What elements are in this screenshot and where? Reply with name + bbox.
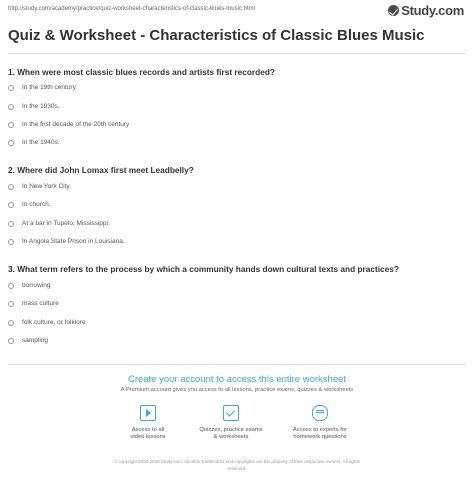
answer-option[interactable]	[8, 282, 51, 289]
radio-icon[interactable]	[8, 122, 14, 128]
feature-line: homework questions	[293, 434, 347, 441]
feature-line: & worksheets	[213, 434, 249, 441]
question-1: 1. When were most classic blues records and artists first recorded?	[8, 67, 275, 77]
answer-option[interactable]	[8, 183, 71, 190]
feature-quizzes	[186, 405, 276, 441]
radio-icon[interactable]	[8, 301, 14, 307]
create-account-link[interactable]: Create your account to access this entire worksheet	[127, 374, 347, 385]
play-icon	[140, 405, 156, 421]
answer-option[interactable]	[8, 103, 60, 110]
option-label: sampling	[22, 337, 49, 344]
answer-option[interactable]	[8, 319, 86, 326]
radio-icon[interactable]	[8, 221, 14, 227]
radio-icon[interactable]	[8, 104, 14, 110]
study-logo[interactable]	[388, 3, 464, 18]
option-label: In the 1940s.	[22, 139, 60, 146]
option-label: In church.	[22, 201, 51, 208]
feature-line: video lessons	[130, 434, 166, 441]
radio-icon[interactable]	[8, 283, 14, 289]
answer-option[interactable]	[8, 84, 76, 91]
radio-icon[interactable]	[8, 85, 14, 91]
option-label: In the 1930s.	[22, 103, 60, 110]
question-3: 3. What term refers to the process by which a community hands down cultural texts and practices?	[8, 264, 399, 274]
radio-icon[interactable]	[8, 184, 14, 190]
option-label: At a bar in Tupelo, Mississippi.	[22, 220, 110, 227]
page-url: http://study.com/academy/practice/quiz-worksheet-characteristics-of-classic-blues-music.html	[8, 6, 255, 12]
answer-option[interactable]	[8, 201, 51, 208]
radio-icon[interactable]	[8, 338, 14, 344]
copyright-footer	[0, 459, 474, 473]
radio-icon[interactable]	[8, 140, 14, 146]
promo-subtitle: A Premium account gives you access to all lessons, practice exams, quizzes & worksheets	[120, 387, 354, 393]
answer-option[interactable]	[8, 300, 59, 307]
answer-option[interactable]	[8, 139, 60, 146]
feature-experts	[275, 405, 365, 441]
logo-text: Study.com	[401, 3, 464, 18]
answer-option[interactable]	[8, 238, 125, 245]
option-label: In Angola State Prison in Louisiana.	[22, 238, 125, 245]
page-title: Quiz & Worksheet - Characteristics of Classic Blues Music	[8, 27, 425, 44]
feature-line: Quizzes, practice exams	[199, 427, 263, 433]
answer-option[interactable]	[8, 121, 129, 128]
check-circle-icon	[388, 5, 399, 16]
footer-line: reserved.	[227, 465, 247, 471]
radio-icon[interactable]	[8, 320, 14, 326]
title-divider	[8, 53, 466, 54]
feature-line: Access to experts for	[292, 427, 348, 433]
chat-icon	[312, 405, 328, 421]
checklist-icon	[223, 405, 239, 421]
option-label: In the 19th century	[22, 84, 76, 91]
answer-option[interactable]	[8, 337, 48, 344]
footer-line: © copyright 2003-2020 Study.com. All other trademarks and copyrights are the property of their respective owners. All rights	[114, 459, 360, 464]
radio-icon[interactable]	[8, 202, 14, 208]
option-label: In New York City.	[22, 183, 72, 190]
premium-promo	[8, 364, 466, 455]
option-label: folk culture, or folklore	[22, 319, 86, 326]
feature-line: Access to all	[131, 427, 165, 433]
answer-option[interactable]	[8, 220, 110, 227]
question-2: 2. Where did John Lomax first meet Leadbelly?	[8, 165, 194, 175]
option-label: In the first decade of the 20th century	[22, 121, 130, 128]
feature-video-lessons	[103, 405, 193, 441]
option-label: mass culture	[22, 300, 59, 307]
radio-icon[interactable]	[8, 239, 14, 245]
option-label: borrowing	[22, 282, 51, 289]
